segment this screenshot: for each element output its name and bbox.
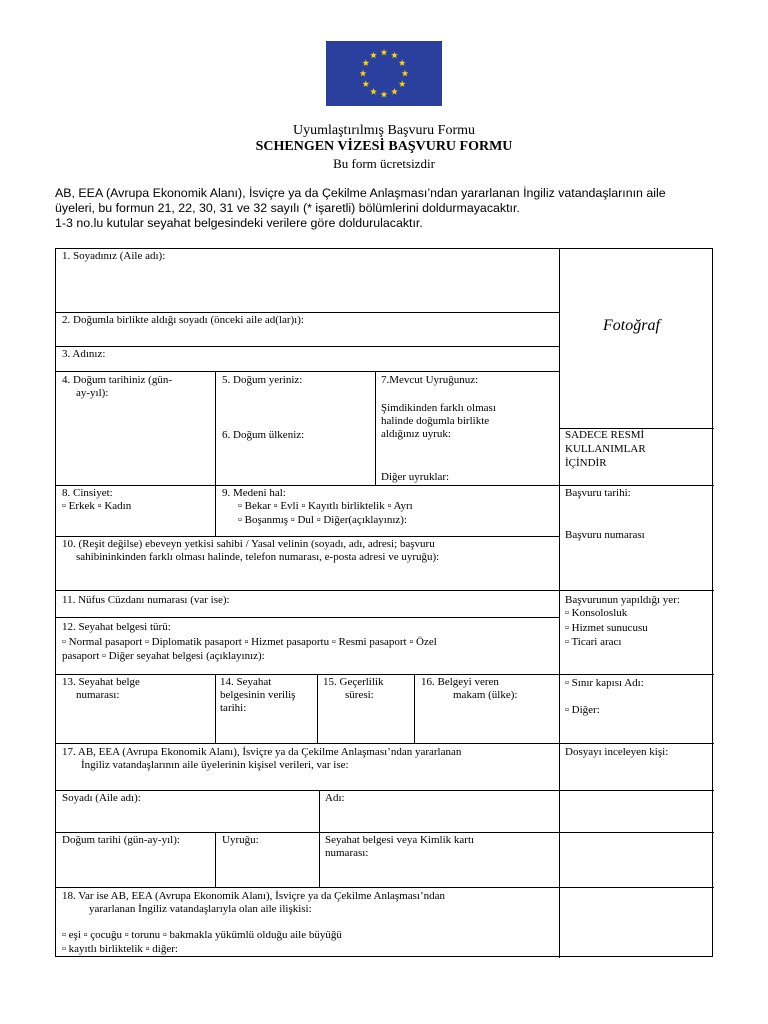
file-handler-label: Dosyayı inceleyen kişi: bbox=[565, 746, 669, 758]
relation-options[interactable]: ▫ eşi ▫ çocuğu ▫ torunu ▫ bakmakla yükümlü olduğu aile büyüğü bbox=[62, 929, 342, 941]
field-sex: 8. Cinsiyet: bbox=[62, 487, 113, 499]
field-family-surname[interactable]: Soyadı (Aile adı): bbox=[62, 792, 141, 804]
form-subtitle: Uyumlaştırılmış Başvuru Formu bbox=[293, 123, 475, 138]
field-issue-date-cont: belgesinin veriliş bbox=[220, 689, 296, 701]
place-option: ▫ Konsolosluk bbox=[565, 607, 628, 619]
form-title: SCHENGEN VİZESİ BAŞVURU FORMU bbox=[255, 139, 513, 154]
field-birth-place[interactable]: 5. Doğum yeriniz: bbox=[222, 374, 303, 386]
intro-line: 1-3 no.lu kutular seyahat belgesindeki verilere göre doldurulacaktır. bbox=[55, 216, 423, 230]
place-option: ▫ Hizmet sunucusu bbox=[565, 622, 648, 634]
intro-text bbox=[55, 186, 735, 231]
eu-flag bbox=[326, 41, 442, 106]
field-family-relation-cont: yararlanan İngiliz vatandaşlarıyla olan aile ilişkisi: bbox=[89, 903, 312, 915]
field-birth-nationality[interactable]: aldığınız uyruk: bbox=[381, 428, 451, 440]
field-family-nationality[interactable]: Uyruğu: bbox=[222, 834, 259, 846]
marital-options[interactable]: ▫ Boşanmış ▫ Dul ▫ Diğer(açıklayınız): bbox=[238, 514, 408, 526]
field-guardian[interactable]: 10. (Reşit değilse) ebeveyn yetkisi sahibi / Yasal velinin (soyadı, adı, adresi; başvuru bbox=[62, 538, 435, 550]
field-travel-doc-number[interactable]: 13. Seyahat belge bbox=[62, 676, 140, 688]
field-family-doc-number[interactable]: Seyahat belgesi veya Kimlik kartı bbox=[325, 834, 475, 846]
field-issue-date-cont: tarihi: bbox=[220, 702, 247, 714]
field-birth-surname[interactable]: 2. Doğumla birlikte aldığı soyadı (önceki aile ad(lar)ı): bbox=[62, 314, 304, 326]
field-issuing-authority-cont: makam (ülke): bbox=[453, 689, 518, 701]
application-date-label: Başvuru tarihi: bbox=[565, 487, 631, 499]
field-nationality-note: Şimdikinden farklı olması bbox=[381, 402, 496, 414]
flag-star-icon bbox=[381, 91, 388, 98]
field-nationality[interactable]: 7.Mevcut Uyruğunuz: bbox=[381, 374, 479, 386]
intro-line: AB, EEA (Avrupa Ekonomik Alanı), İsviçre ya da Çekilme Anlaşması’ndan yararlanan İngiliz vatandaşlarının aile bbox=[55, 186, 666, 200]
other-option: ▫ Diğer: bbox=[565, 704, 600, 716]
field-birth-date-cont: ay-yıl): bbox=[76, 387, 109, 399]
travel-doc-options[interactable]: pasaport ▫ Diğer seyahat belgesi (açıklayınız): bbox=[62, 650, 265, 662]
flag-star-icon bbox=[362, 59, 369, 66]
sex-options[interactable]: ▫ Erkek ▫ Kadın bbox=[62, 500, 132, 512]
field-surname[interactable]: 1. Soyadınız (Aile adı): bbox=[62, 250, 166, 262]
intro-line: üyeleri, bu formun 21, 22, 30, 31 ve 32 sayılı (* işaretli) bölümlerini doldurmayacaktır. bbox=[55, 201, 520, 215]
field-valid-until-cont: süresi: bbox=[345, 689, 374, 701]
flag-star-icon bbox=[362, 80, 369, 87]
relation-options[interactable]: ▫ kayıtlı birliktelik ▫ diğer: bbox=[62, 943, 178, 955]
official-use-label: İÇİNDİR bbox=[565, 457, 607, 469]
flag-star-icon bbox=[399, 80, 406, 87]
field-family-name[interactable]: Adı: bbox=[325, 792, 345, 804]
official-use-label: SADECE RESMİ bbox=[565, 429, 645, 441]
marital-options[interactable]: ▫ Bekar ▫ Evli ▫ Kayıtlı birliktelik ▫ Ayrı bbox=[238, 500, 413, 512]
flag-star-icon bbox=[360, 70, 367, 77]
photo-box: Fotoğraf bbox=[603, 317, 660, 334]
field-eu-family: 17. AB, EEA (Avrupa Ekonomik Alanı), İsviçre ya da Çekilme Anlaşması’ndan yararlanan bbox=[62, 746, 462, 758]
field-national-id[interactable]: 11. Nüfus Cüzdanı numarası (var ise): bbox=[62, 594, 230, 606]
field-family-doc-number-cont: numarası: bbox=[325, 847, 369, 859]
place-option: ▫ Ticari aracı bbox=[565, 636, 622, 648]
border-crossing-option: ▫ Sınır kapısı Adı: bbox=[565, 677, 644, 689]
field-nationality-note: halinde doğumla birlikte bbox=[381, 415, 490, 427]
application-place-label: Başvurunun yapıldığı yer: bbox=[565, 594, 680, 606]
form-free-note: Bu form ücretsizdir bbox=[333, 156, 435, 171]
eu-stars-icon bbox=[326, 41, 442, 106]
field-family-birth-date[interactable]: Doğum tarihi (gün-ay-yıl): bbox=[62, 834, 180, 846]
flag-star-icon bbox=[399, 59, 406, 66]
field-travel-doc-number-cont: numarası: bbox=[76, 689, 120, 701]
field-other-nationalities[interactable]: Diğer uyruklar: bbox=[381, 471, 450, 483]
field-guardian-cont: sahibininkinden farklı olması halinde, telefon numarası, e-posta adresi ve uyruğu): bbox=[76, 551, 440, 563]
field-family-relation: 18. Var ise AB, EEA (Avrupa Ekonomik Alanı), İsviçre ya da Çekilme Anlaşması’ndan bbox=[62, 890, 445, 902]
field-marital-status: 9. Medeni hal: bbox=[222, 487, 286, 499]
field-travel-doc-type: 12. Seyahat belgesi türü: bbox=[62, 621, 171, 633]
official-use-label: KULLANIMLAR bbox=[565, 443, 646, 455]
field-issuing-authority[interactable]: 16. Belgeyi veren bbox=[421, 676, 499, 688]
travel-doc-options[interactable]: ▫ Normal pasaport ▫ Diplomatik pasaport ▫ Hizmet pasaportu ▫ Resmi pasaport ▫ Özel bbox=[62, 636, 437, 648]
flag-star-icon bbox=[391, 52, 398, 59]
field-issue-date[interactable]: 14. Seyahat bbox=[220, 676, 272, 688]
field-valid-until[interactable]: 15. Geçerlilik bbox=[323, 676, 384, 688]
flag-star-icon bbox=[370, 88, 377, 95]
field-eu-family-cont: İngiliz vatandaşlarının aile üyelerinin kişisel verileri, var ise: bbox=[81, 759, 349, 771]
flag-star-icon bbox=[370, 52, 377, 59]
flag-star-icon bbox=[381, 49, 388, 56]
flag-star-icon bbox=[402, 70, 409, 77]
field-birth-country[interactable]: 6. Doğum ülkeniz: bbox=[222, 429, 305, 441]
field-first-name[interactable]: 3. Adınız: bbox=[62, 348, 106, 360]
application-form-grid bbox=[55, 248, 713, 957]
field-birth-date[interactable]: 4. Doğum tarihiniz (gün- bbox=[62, 374, 172, 386]
application-number-label: Başvuru numarası bbox=[565, 529, 645, 541]
flag-star-icon bbox=[391, 88, 398, 95]
